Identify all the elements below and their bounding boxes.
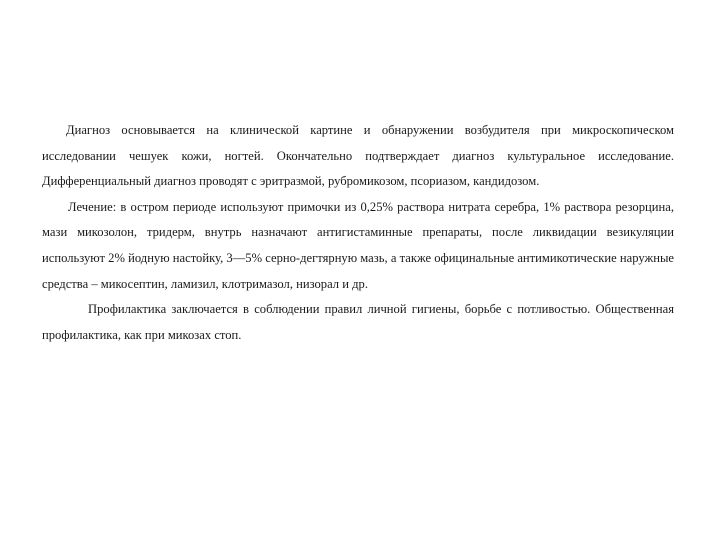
paragraph-prevention: Профилактика заключается в соблюдении правил личной гигиены, борьбе с потливостью. Общественная профилактика, как при микозах стоп. — [42, 302, 674, 342]
paragraph-treatment: Лечение: в остром периоде используют примочки из 0,25% раствора нитрата серебра, 1% раствора резорцина, мази микозолон, тридерм, внутрь назначают антигистаминные препараты, после ликвидации везикуляции используют 2% йодную настойку, 3—5% серно-дегтярную мазь, а также официнальные антимикотические наружные средства – микосептин, ламизил, клотримазол, низорал и др. — [42, 199, 674, 291]
document-body — [42, 118, 674, 348]
paragraph-diagnosis: Диагноз основывается на клинической картине и обнаружении возбудителя при микроскопическом исследовании чешуек кожи, ногтей. Окончательно подтверждает диагноз культуральное исследование. Дифференциальный диагноз проводят с эритразмой, рубромикозом, псориазом, кандидозом. — [42, 123, 674, 189]
